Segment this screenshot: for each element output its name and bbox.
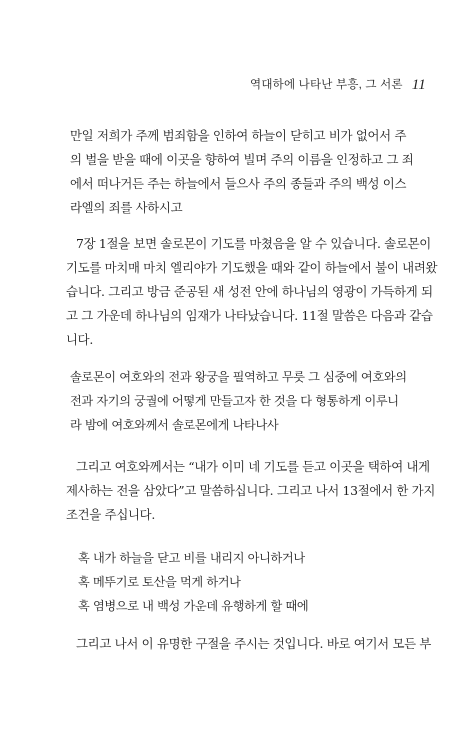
text-line: 그리고 여호와께서는 “내가 이미 네 기도를 듣고 이곳을 택하여 내게 (76, 459, 430, 474)
text-line: 7장 1절을 보면 솔로몬이 기도를 마쳤음을 알 수 있습니다. 솔로몬이 (76, 236, 431, 251)
body-paragraph-2 (66, 455, 435, 527)
text-line: 에서 떠나거든 주는 하늘에서 들으사 주의 종들과 주의 백성 이스 (70, 176, 407, 191)
body-paragraph-3 (66, 632, 431, 656)
text-line: 혹 내가 하늘을 닫고 비를 내리지 아니하거나 (78, 551, 305, 565)
body-paragraph-1 (66, 232, 437, 352)
text-line: 혹 메뚜기로 토산을 먹게 하거나 (78, 575, 241, 589)
text-line: 조건을 주십니다. (66, 507, 155, 522)
text-line: 니다. (66, 332, 93, 347)
text-line: 라 밤에 여호와께서 솔로몬에게 나타나사 (70, 418, 279, 432)
text-line: 고 그 가운데 하나님의 임재가 나타났습니다. 11절 말씀은 다음과 같습 (66, 308, 433, 323)
running-title: 역대하에 나타난 부흥, 그 서론 (250, 79, 403, 91)
page-number: 11 (411, 77, 426, 93)
text-line: 라엘의 죄를 사하시고 (70, 200, 183, 215)
text-line: 만일 저희가 주께 범죄함을 인하여 하늘이 닫히고 비가 없어서 주 (70, 128, 407, 143)
text-line: 전과 자기의 궁궐에 어떻게 만들고자 한 것을 다 형통하게 이루니 (70, 394, 399, 408)
text-line: 그리고 나서 이 유명한 구절을 주시는 것입니다. 바로 여기서 모든 부 (76, 636, 432, 651)
text-line: 의 벌을 받을 때에 이곳을 향하여 빌며 주의 이름을 인정하고 그 죄 (70, 152, 414, 167)
text-line: 솔로몬이 여호와의 전과 왕궁을 필역하고 무릇 그 심중에 여호와의 (70, 370, 407, 384)
running-header (250, 76, 426, 93)
text-line: 혹 염병으로 내 백성 가운데 유행하게 할 때에 (78, 599, 309, 613)
text-line: 기도를 마치매 마치 엘리야가 기도했을 때와 같이 하늘에서 불이 내려왔 (66, 260, 438, 275)
text-line: 제사하는 전을 삼았다”고 말씀하십니다. 그리고 나서 13절에서 한 가지 (66, 483, 436, 498)
scripture-quote-3 (78, 546, 308, 618)
text-line: 습니다. 그리고 방금 준공된 새 성전 안에 하나님의 영광이 가득하게 되 (66, 284, 433, 299)
scripture-quote-2 (70, 365, 407, 437)
scripture-quote-1 (70, 124, 413, 220)
